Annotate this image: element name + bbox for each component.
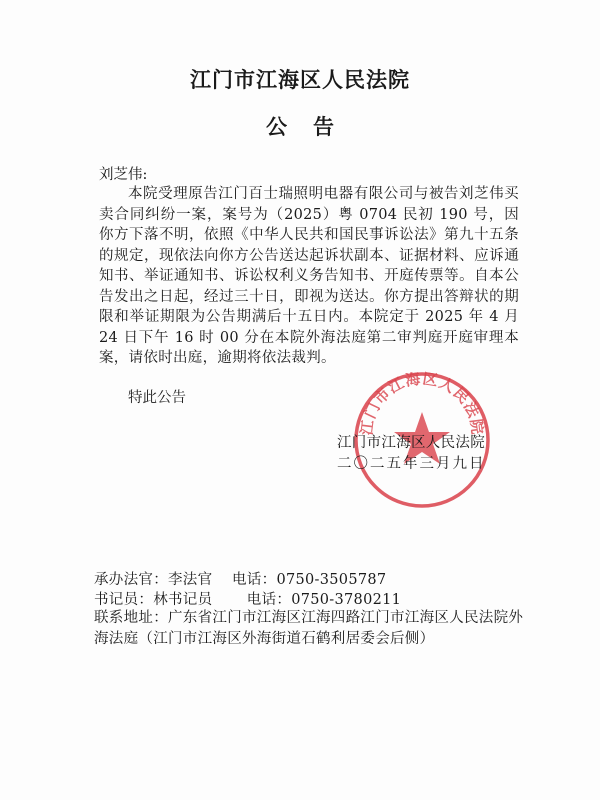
- contact-address: [94, 608, 524, 649]
- notice-body: 本院受理原告江门百士瑞照明电器有限公司与被告刘芝伟买卖合同纠纷一案，案号为（2025）粤 0704 民初 190 号，因你方下落不明，依照《中华人民共和国民事诉讼法》第九十五条的规定，现依法向你方公告送达起诉状副本、证据材料、应诉通知书、举证通知书、诉讼权利义务告知书、开庭传票等。自本公告发出之日起，经过三十日，即视为送达。你方提出答辩状的期限和举证期限为公告期满后十五日内。本院定于 2025 年 4 月 24 日下午 16 时 00 分在本院外海法庭第二审判庭开庭审理本案，请依时出庭，逾期将依法裁判。: [99, 186, 519, 366]
- seal-text: 江门市江海区人民法院: [357, 370, 487, 437]
- clerk-contact: [94, 588, 401, 609]
- signature-court: 江门市江海区人民法院: [337, 435, 485, 451]
- judge-name: 李法官: [168, 572, 213, 588]
- court-title: 江门市江海区人民法院: [190, 67, 410, 92]
- judge-phone-label: 电话：: [232, 572, 277, 588]
- addressee: 刘芝伟:: [99, 167, 148, 183]
- judge-label: 承办法官：: [94, 572, 168, 588]
- address-text: 广东省江门市江海区江海四路江门市江海区人民法院外海法庭（江门市江海区外海街道石鹤利居委会后侧）: [94, 610, 524, 647]
- clerk-phone-label: 电话：: [246, 592, 292, 608]
- closing-phrase: 特此公告: [128, 390, 186, 406]
- clerk-name: 林书记员: [153, 592, 213, 608]
- clerk-phone: 0750-3780211: [291, 592, 402, 608]
- judge-contact: [94, 568, 386, 589]
- address-label: 联系地址：: [94, 610, 168, 626]
- judge-phone: 0750-3505787: [276, 572, 387, 588]
- clerk-label: 书记员：: [94, 592, 154, 608]
- document-title: 公告: [266, 114, 360, 139]
- signature-date: 二〇二五年三月九日: [337, 456, 486, 472]
